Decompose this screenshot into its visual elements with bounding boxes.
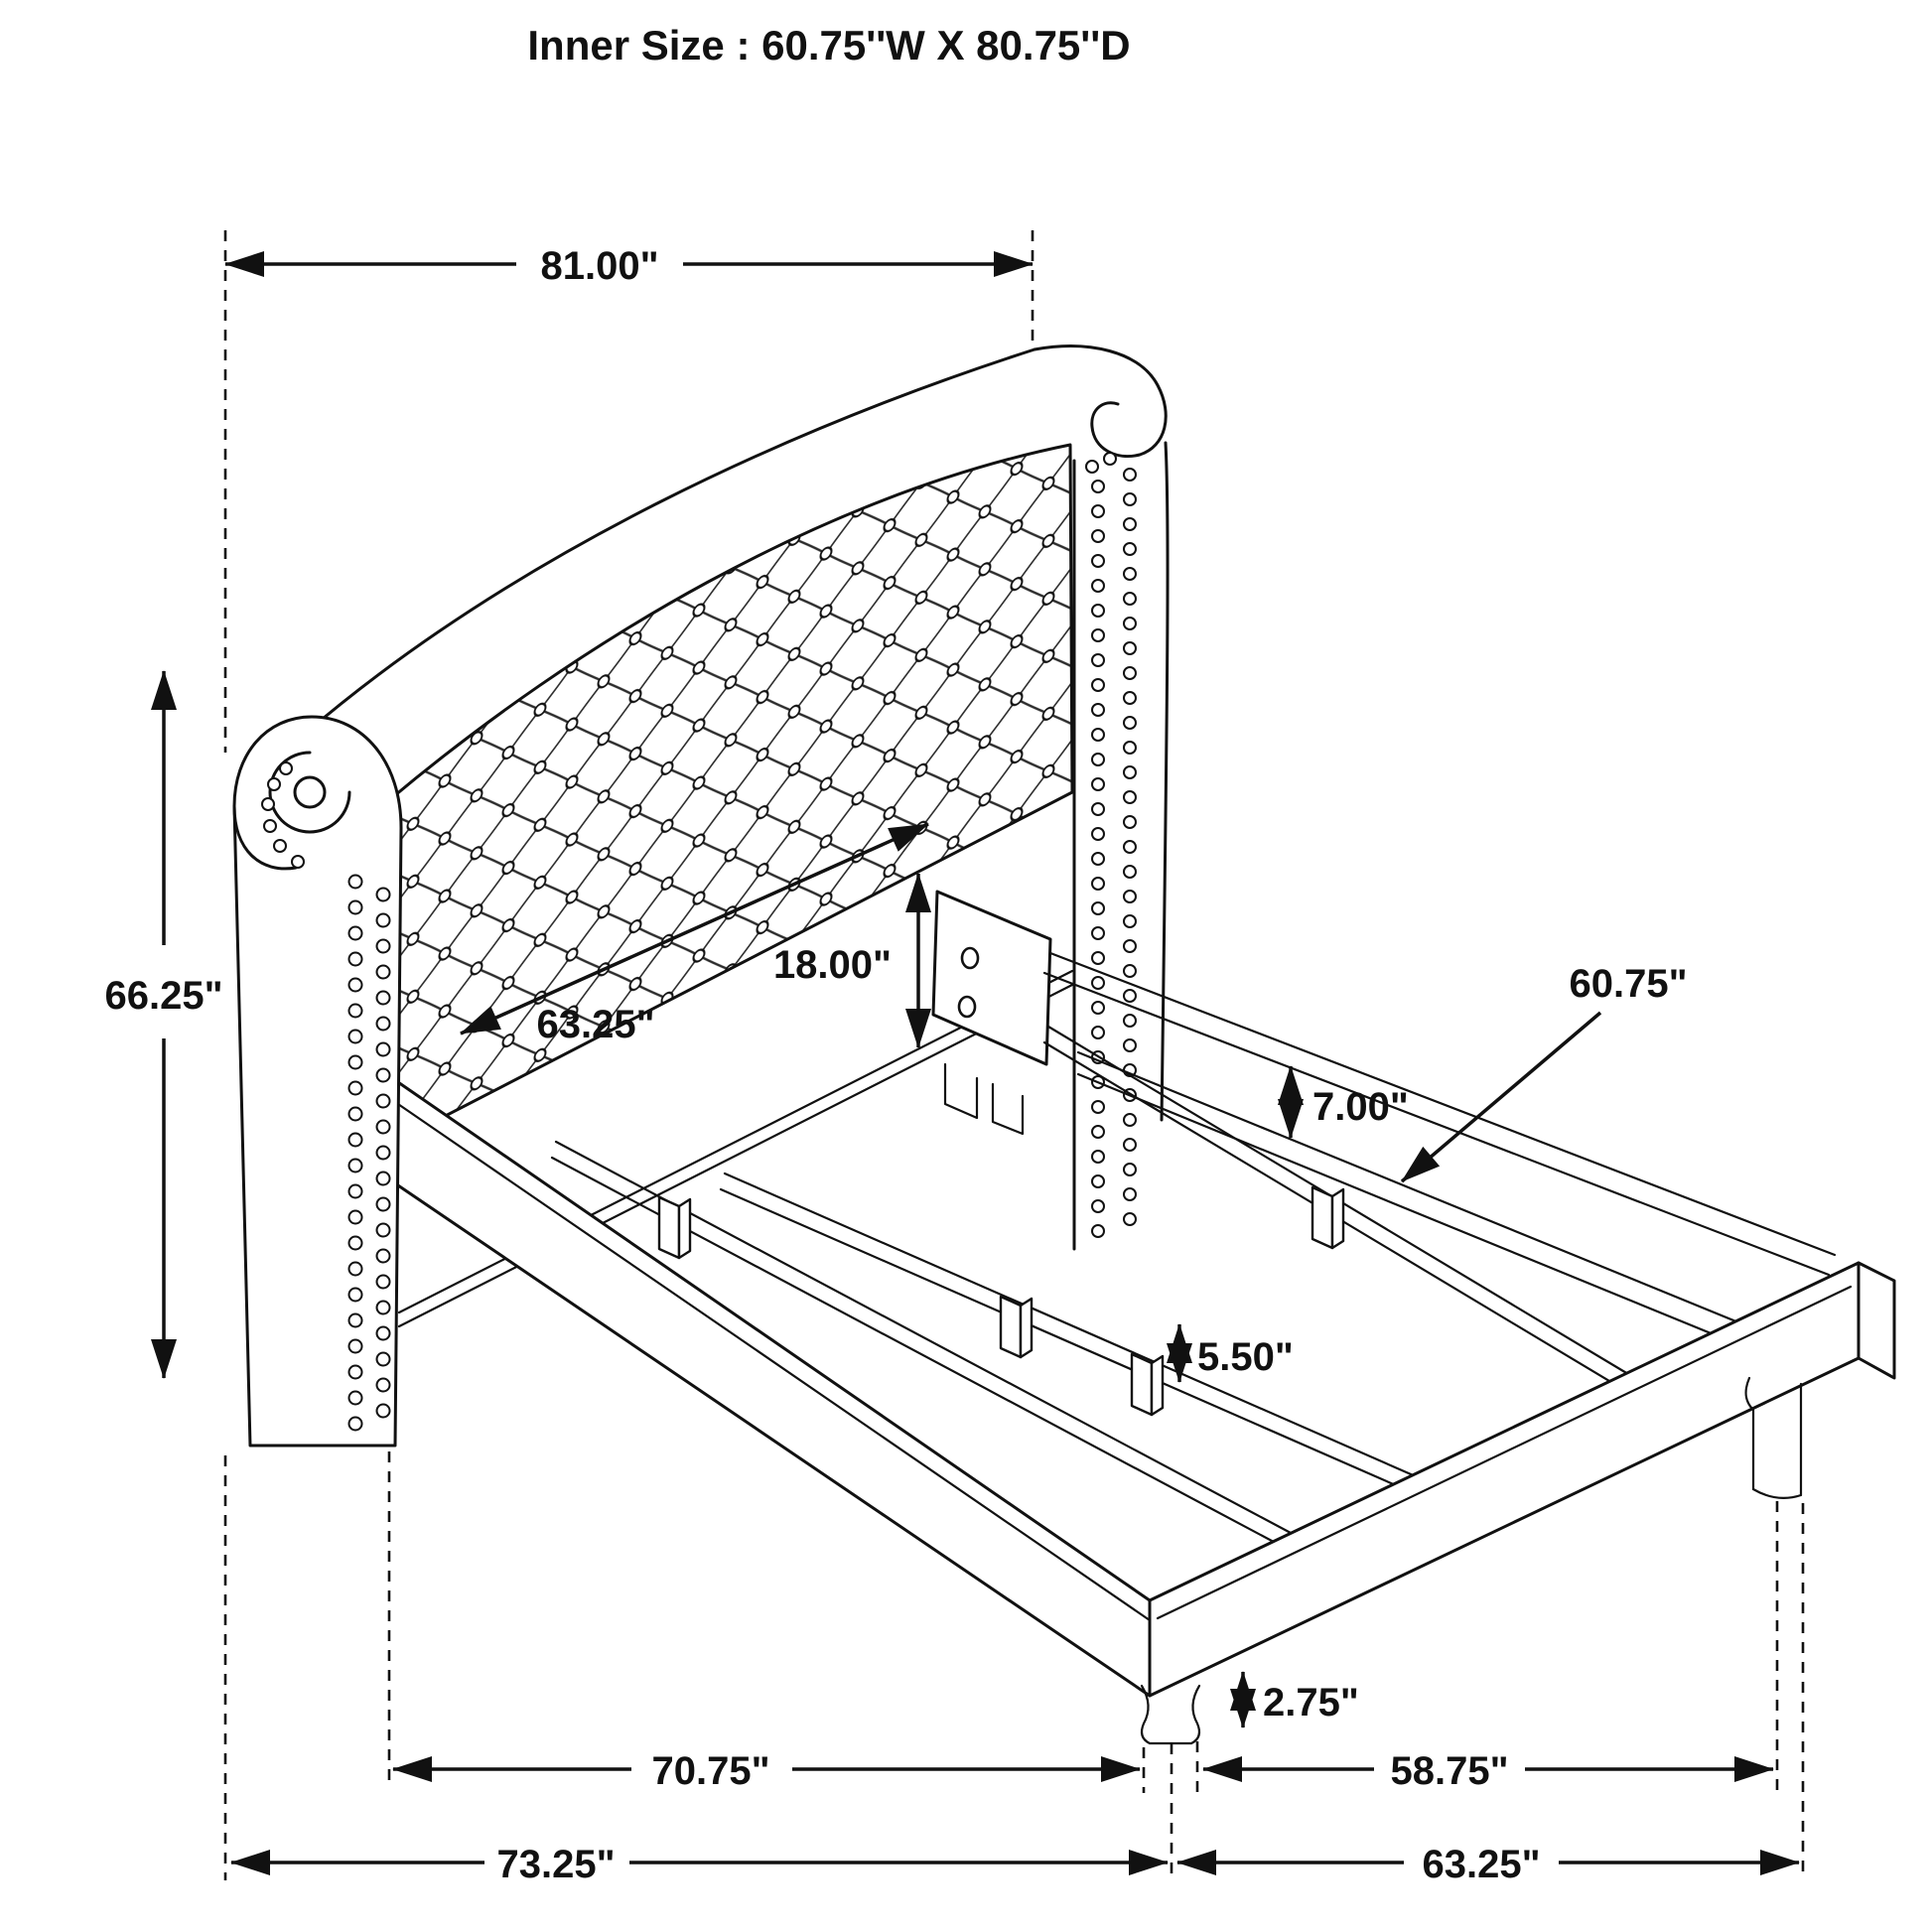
nailhead-icon — [268, 778, 280, 790]
right-scroll — [1035, 346, 1166, 457]
dim-leg-height-label: 2.75" — [1263, 1681, 1359, 1725]
nailhead-icon — [1124, 543, 1136, 555]
nailhead-icon — [1124, 642, 1136, 654]
nailhead-icon — [1104, 453, 1116, 465]
nailhead-icon — [1124, 816, 1136, 828]
nailhead-icon — [1124, 990, 1136, 1002]
bracket-hole — [959, 997, 975, 1017]
rear-side-rail — [1050, 953, 1835, 1255]
nailhead-icon — [1092, 952, 1104, 964]
nailhead-icon — [1092, 505, 1104, 517]
nailhead-icon — [1124, 1139, 1136, 1151]
nailhead-icon — [1124, 940, 1136, 952]
nailhead-icon — [1092, 754, 1104, 765]
nailhead-icon — [377, 1405, 390, 1418]
nailhead-icon — [1092, 1200, 1104, 1212]
support-leg — [1132, 1354, 1163, 1415]
nailhead-icon — [1092, 828, 1104, 840]
nailhead-icon — [349, 979, 362, 992]
footboard-end-cap — [1859, 1263, 1894, 1378]
nailhead-icon — [377, 940, 390, 953]
nailhead-icon — [1092, 778, 1104, 790]
nailhead-icon — [349, 1314, 362, 1327]
nailhead-icon — [377, 889, 390, 901]
nailhead-icon — [1124, 1015, 1136, 1027]
nailhead-icon — [1124, 593, 1136, 605]
nailhead-icon — [1124, 791, 1136, 803]
nailhead-icon — [292, 856, 304, 868]
dim-support-height-label: 5.50" — [1197, 1335, 1294, 1379]
nailhead-icon — [1124, 965, 1136, 977]
dim-side-rail-length-label: 70.75" — [651, 1749, 770, 1793]
dim-overall-height-label: 66.25" — [104, 974, 223, 1018]
front-side-rail — [395, 1080, 1150, 1696]
rail-bracket — [933, 892, 1050, 1064]
dim-overall-depth-label: 73.25" — [496, 1843, 616, 1886]
nailhead-icon — [349, 1160, 362, 1173]
nailhead-icon — [377, 1069, 390, 1082]
nailhead-icon — [377, 1302, 390, 1314]
nailhead-icon — [1092, 1225, 1104, 1237]
nailhead-icon — [1124, 1114, 1136, 1126]
nailhead-icon — [1092, 977, 1104, 989]
nailhead-icon — [349, 876, 362, 889]
nailhead-icon — [349, 927, 362, 940]
nailhead-icon — [349, 1263, 362, 1276]
dim-headboard-width-label: 63.25" — [536, 1003, 655, 1046]
nailhead-icon — [377, 1250, 390, 1263]
nailhead-icon — [377, 1224, 390, 1237]
dim-overall-width-label: 81.00" — [540, 244, 659, 288]
support-leg — [659, 1197, 690, 1258]
nailhead-icon — [349, 1340, 362, 1353]
nailhead-icon — [1124, 618, 1136, 629]
nailhead-icon — [1092, 605, 1104, 617]
nailhead-icon — [349, 1211, 362, 1224]
nailhead-icon — [377, 1276, 390, 1289]
dim-panel-height-label: 18.00" — [772, 943, 892, 987]
nailhead-icon — [1092, 729, 1104, 741]
nailhead-icon — [1124, 493, 1136, 505]
nailhead-icon — [349, 1289, 362, 1302]
nailhead-icon — [377, 1095, 390, 1108]
nailhead-icon — [377, 1121, 390, 1134]
nailhead-icon — [349, 1134, 362, 1147]
nailhead-icon — [377, 1327, 390, 1340]
nailhead-icon — [274, 840, 286, 852]
support-leg — [1001, 1297, 1032, 1357]
nailhead-icon — [1092, 629, 1104, 641]
nailhead-icon — [1124, 1213, 1136, 1225]
nailhead-icon — [349, 1366, 362, 1379]
nailhead-icon — [1124, 667, 1136, 679]
nailhead-icon — [1092, 927, 1104, 939]
nailhead-icon — [1124, 717, 1136, 729]
diagram-title: Inner Size : 60.75''W X 80.75''D — [527, 22, 1131, 69]
nailhead-icon — [1092, 1027, 1104, 1038]
nailhead-icon — [349, 1392, 362, 1405]
nailhead-icon — [349, 1185, 362, 1198]
nailhead-icon — [280, 762, 292, 774]
nailhead-icon — [377, 1018, 390, 1031]
nailhead-icon — [1092, 902, 1104, 914]
nailhead-icon — [1092, 530, 1104, 542]
nailhead-icon — [377, 1043, 390, 1056]
nailhead-icon — [377, 992, 390, 1005]
nailhead-icon — [1124, 469, 1136, 481]
nailhead-icon — [1124, 1188, 1136, 1200]
nailhead-icon — [349, 1108, 362, 1121]
nailhead-icon — [349, 1082, 362, 1095]
nailhead-icon — [377, 966, 390, 979]
nailhead-icon — [1092, 1151, 1104, 1163]
nailhead-icon — [1092, 803, 1104, 815]
bracket-hole — [962, 948, 978, 968]
nailhead-icon — [1092, 1175, 1104, 1187]
left-wing-post — [234, 717, 401, 1446]
nailhead-icon — [264, 820, 276, 832]
support-leg — [1312, 1187, 1343, 1248]
nailhead-icon — [349, 1005, 362, 1018]
nailhead-icon — [1124, 1039, 1136, 1051]
dim-footboard-width-label: 63.25" — [1422, 1843, 1541, 1886]
nailhead-icon — [377, 1379, 390, 1392]
dim-foot-clearance-label: 58.75" — [1390, 1749, 1509, 1793]
nailhead-icon — [377, 1173, 390, 1185]
nailhead-icon — [1092, 481, 1104, 492]
nailhead-icon — [1092, 853, 1104, 865]
nailhead-icon — [1092, 1002, 1104, 1014]
nailhead-icon — [1124, 518, 1136, 530]
nailhead-icon — [1124, 841, 1136, 853]
nailhead-icon — [1092, 1126, 1104, 1138]
nailhead-icon — [377, 914, 390, 927]
dim-inner-width-label: 60.75" — [1569, 962, 1688, 1006]
nailhead-icon — [1086, 461, 1098, 473]
nailhead-icon — [349, 1056, 362, 1069]
nailhead-icon — [1092, 1101, 1104, 1113]
dim-rail-height-label: 7.00" — [1312, 1085, 1409, 1129]
nailhead-icon — [1092, 679, 1104, 691]
nailhead-icon — [349, 953, 362, 966]
nailhead-icon — [377, 1353, 390, 1366]
nailhead-icon — [1092, 555, 1104, 567]
nailhead-icon — [1124, 766, 1136, 778]
nailhead-icon — [377, 1147, 390, 1160]
nailhead-icon — [1124, 915, 1136, 927]
nailhead-icon — [349, 1237, 362, 1250]
nailhead-icon — [1124, 568, 1136, 580]
nailhead-icon — [1092, 580, 1104, 592]
nailhead-icon — [1124, 891, 1136, 902]
tufted-panel — [389, 445, 1072, 1140]
nailhead-icon — [349, 1418, 362, 1431]
nailhead-icon — [1124, 742, 1136, 754]
nailhead-icon — [1092, 878, 1104, 890]
nailhead-icon — [1092, 654, 1104, 666]
nailhead-icon — [262, 798, 274, 810]
nailhead-icon — [1124, 692, 1136, 704]
nailhead-icon — [349, 901, 362, 914]
nailhead-icon — [1092, 704, 1104, 716]
nailhead-icon — [349, 1031, 362, 1043]
nailhead-icon — [1124, 866, 1136, 878]
rear-lower-rail — [1078, 1052, 1787, 1342]
nailhead-icon — [1124, 1164, 1136, 1175]
nailhead-icon — [377, 1198, 390, 1211]
